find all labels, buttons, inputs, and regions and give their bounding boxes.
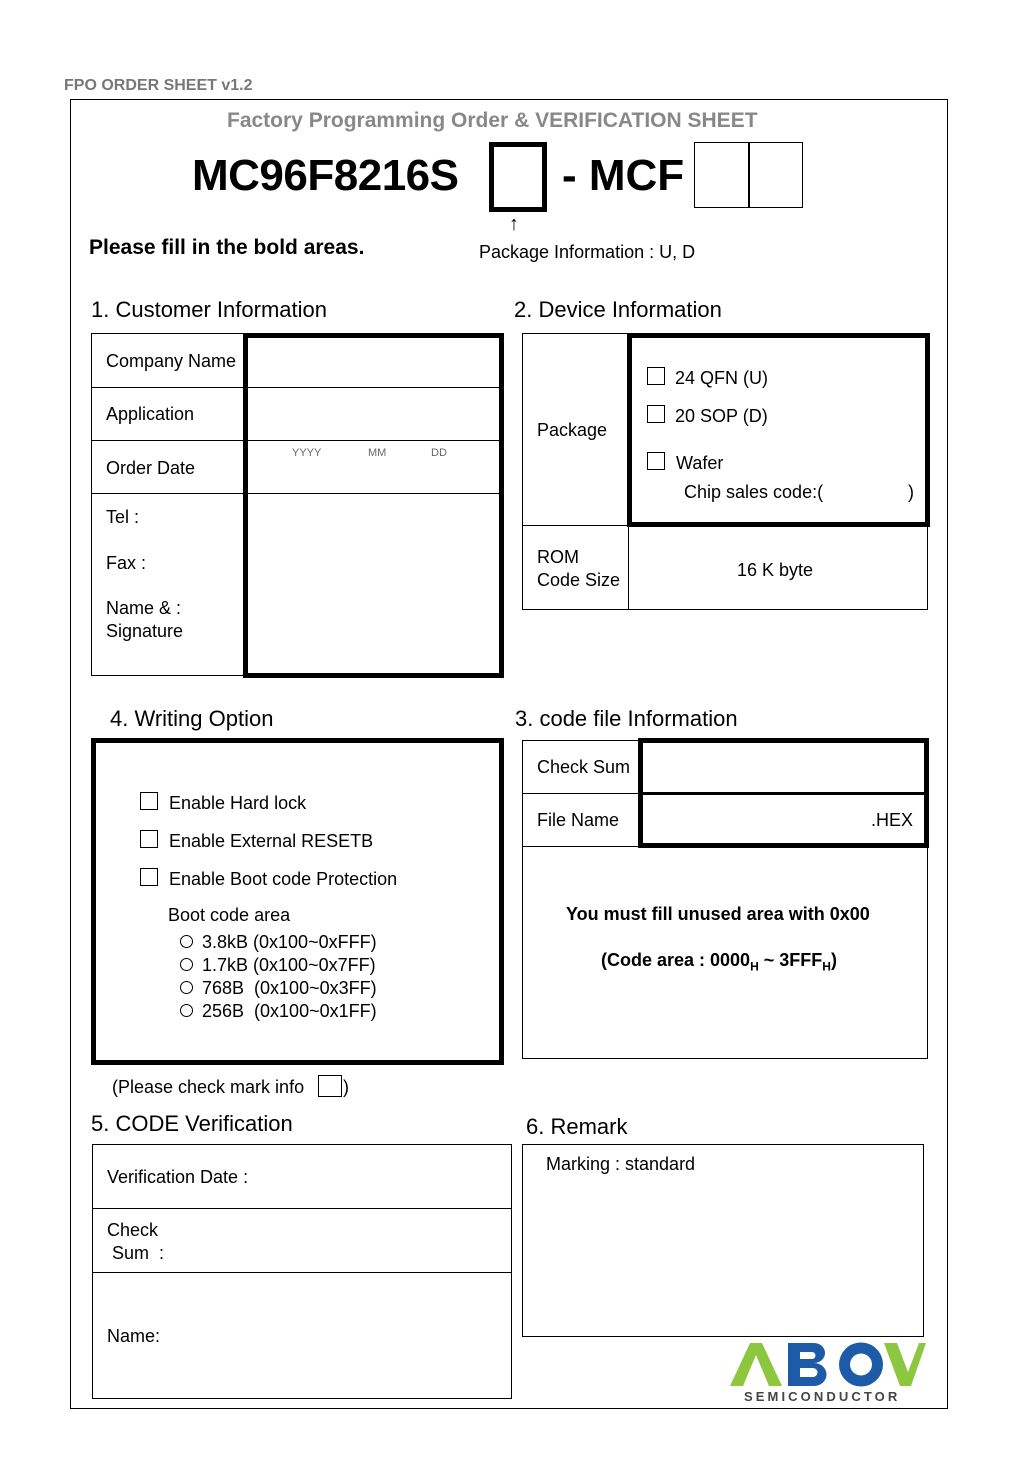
package-label: Package <box>537 420 608 440</box>
code-area-mid: ~ 3FFF <box>758 950 823 970</box>
row-divider <box>92 1272 512 1273</box>
code-file-heading: 3. code file Information <box>515 706 738 731</box>
boot-768b-label: 768B (0x100~0x3FF) <box>202 978 377 998</box>
verification-heading: 5. CODE Verification <box>91 1111 293 1136</box>
check-mark-info: (Please check mark info <box>112 1077 305 1097</box>
logo-subtitle: SEMICONDUCTOR <box>744 1389 901 1404</box>
boot-256b-radio[interactable] <box>180 1004 193 1017</box>
sum-label: Sum : <box>107 1243 165 1263</box>
package-hint: Package Information : U, D <box>479 242 696 262</box>
date-dd-hint: DD <box>431 447 447 459</box>
wafer-checkbox[interactable] <box>647 452 665 470</box>
code-size-label: Code Size <box>537 570 621 590</box>
mcf-code-box-2[interactable] <box>748 142 803 208</box>
fill-notice: Please fill in the bold areas. <box>89 236 365 259</box>
order-date-label: Order Date <box>106 458 196 478</box>
hex-subscript: H <box>750 959 759 974</box>
code-area-prefix: (Code area : 0000 <box>601 950 751 970</box>
mcf-code-box-1[interactable] <box>694 142 750 208</box>
abov-wordmark <box>728 1340 928 1388</box>
row-divider <box>640 792 927 795</box>
name-label: Name & : <box>106 598 182 618</box>
remark-heading: 6. Remark <box>526 1114 628 1139</box>
fax-label: Fax : <box>106 553 147 573</box>
boot-protection-label: Enable Boot code Protection <box>169 869 398 889</box>
hard-lock-checkbox[interactable] <box>140 792 158 810</box>
date-mm-hint: MM <box>368 447 387 459</box>
signature-label: Signature <box>106 621 184 641</box>
part-number: MC96F8216S <box>192 151 459 200</box>
company-name-field[interactable] <box>248 338 498 386</box>
tel-label: Tel : <box>106 507 140 527</box>
external-resetb-checkbox[interactable] <box>140 830 158 848</box>
sop-option-label: 20 SOP (D) <box>675 406 768 426</box>
rom-size-value: 16 K byte <box>737 560 814 580</box>
code-area-suffix: ) <box>830 950 837 970</box>
verification-name-label: Name: <box>107 1326 161 1346</box>
abov-logo <box>728 1340 928 1408</box>
filename-label: File Name <box>537 810 620 830</box>
arrow-up-icon: ↑ <box>509 213 519 235</box>
application-label: Application <box>106 404 195 424</box>
hard-lock-label: Enable Hard lock <box>169 793 307 813</box>
chip-sales-code-field[interactable] <box>832 480 906 504</box>
qfn-checkbox[interactable] <box>647 367 665 385</box>
sop-checkbox[interactable] <box>647 405 665 423</box>
filename-field[interactable] <box>644 797 866 843</box>
check-label: Check <box>107 1220 159 1240</box>
check-mark-info-close: ) <box>343 1077 349 1097</box>
boot-256b-label: 256B (0x100~0x1FF) <box>202 1001 377 1021</box>
sheet-version: FPO ORDER SHEET v1.2 <box>64 77 253 94</box>
external-resetb-label: Enable External RESETB <box>169 831 374 851</box>
qfn-option-label: 24 QFN (U) <box>675 368 769 388</box>
boot-768b-radio[interactable] <box>180 981 193 994</box>
fill-unused-notice: You must fill unused area with 0x00 <box>566 904 870 924</box>
boot-protection-checkbox[interactable] <box>140 868 158 886</box>
sheet-title: Factory Programming Order & VERIFICATION SHEET <box>227 109 758 132</box>
chip-sales-code-label: Chip sales code:( <box>684 482 824 502</box>
company-name-label: Company Name <box>106 351 237 371</box>
boot-1k7-label: 1.7kB (0x100~0x7FF) <box>202 955 376 975</box>
part-suffix: - MCF <box>562 151 685 200</box>
verification-date-label: Verification Date : <box>107 1167 249 1187</box>
wafer-option-label: Wafer <box>676 453 724 473</box>
chip-sales-code-close: ) <box>908 482 914 502</box>
contact-field[interactable] <box>248 496 498 672</box>
customer-heading: 1. Customer Information <box>91 297 327 322</box>
rom-label: ROM <box>537 547 579 567</box>
filename-extension: .HEX <box>871 810 914 830</box>
code-area-notice <box>601 950 837 974</box>
checksum-label: Check Sum <box>537 757 631 777</box>
checksum-field[interactable] <box>644 744 924 790</box>
marking-text: Marking : standard <box>546 1154 696 1174</box>
device-heading: 2. Device Information <box>514 297 722 322</box>
date-yyyy-hint: YYYY <box>292 447 322 459</box>
package-code-box[interactable] <box>489 142 547 212</box>
writing-heading: 4. Writing Option <box>110 706 274 731</box>
boot-code-area-label: Boot code area <box>168 905 291 925</box>
row-divider <box>92 1208 512 1209</box>
hex-subscript: H <box>822 959 831 974</box>
boot-3k8-label: 3.8kB (0x100~0xFFF) <box>202 932 377 952</box>
check-mark-info-box[interactable] <box>318 1075 342 1097</box>
boot-1k7-radio[interactable] <box>180 958 193 971</box>
boot-3k8-radio[interactable] <box>180 935 193 948</box>
application-field[interactable] <box>248 390 498 438</box>
